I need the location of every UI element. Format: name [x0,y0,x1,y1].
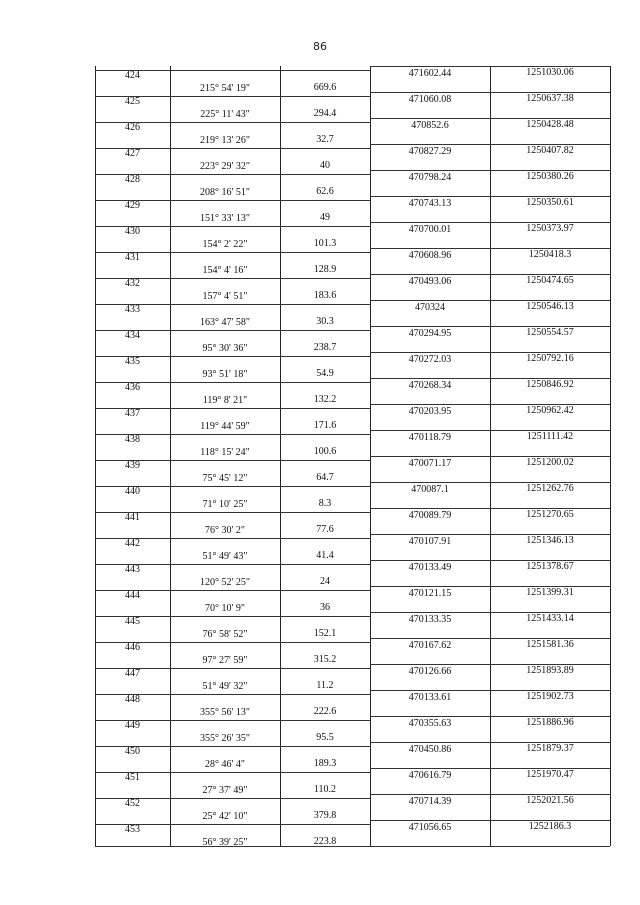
y-coordinate-cell: 1250380.26 [526,171,574,182]
length-cell: 36 [320,602,330,613]
x-coordinate-cell: 470203.95 [408,406,452,417]
y-coordinate-cell: 1250962.42 [526,405,574,416]
length-cell: 101.3 [313,238,337,249]
y-coordinate-cell: 1252186.3 [528,821,572,832]
length-cell: 100.6 [313,446,337,457]
length-cell: 64.7 [316,472,334,483]
page-number: 86 [313,40,327,53]
length-cell: 669.6 [313,82,337,93]
x-coordinate-cell: 470852.6 [411,120,449,131]
bearing-cell: 157° 4' 51" [202,291,248,302]
point-number-cell: 441 [125,512,140,523]
point-number-cell: 429 [125,200,140,211]
point-number-cell: 428 [125,174,140,185]
y-coordinate-cell: 1251111.42 [526,431,574,442]
bearing-cell: 70° 10' 9" [205,603,245,614]
bearing-cell: 27° 37' 49" [202,785,248,796]
length-cell: 54.9 [316,368,334,379]
point-number-cell: 432 [125,278,140,289]
x-coordinate-cell: 471056.65 [408,822,452,833]
bearing-cell: 119° 8' 21" [202,395,248,406]
bearing-cell: 76° 30' 2" [205,525,245,536]
length-cell: 238.7 [313,342,337,353]
x-coordinate-cell: 470827.29 [408,146,452,157]
y-coordinate-cell: 1251346.13 [526,535,574,546]
point-number-cell: 434 [125,330,140,341]
bearing-cell: 215° 54' 19" [200,83,250,94]
y-coordinate-cell: 1251433.14 [526,613,574,624]
x-coordinate-cell: 470118.79 [408,432,452,443]
point-number-cell: 449 [125,720,140,731]
bearing-cell: 93° 51' 18" [202,369,248,380]
point-number-cell: 435 [125,356,140,367]
x-coordinate-cell: 470743.13 [408,198,452,209]
x-coordinate-cell: 470071.17 [408,458,452,469]
coordinate-table [95,66,610,846]
length-cell: 152.1 [313,628,337,639]
point-number-cell: 439 [125,460,140,471]
bearing-cell: 71° 10' 25" [202,499,248,510]
length-cell: 128.9 [313,264,337,275]
length-cell: 294.4 [313,108,337,119]
y-coordinate-cell: 1250792.16 [526,353,574,364]
point-number-cell: 447 [125,668,140,679]
x-coordinate-cell: 470268.34 [408,380,452,391]
bearing-cell: 97° 27' 59" [202,655,248,666]
x-coordinate-cell: 470133.49 [408,562,452,573]
point-number-cell: 431 [125,252,140,263]
table-column-line [610,66,611,846]
y-coordinate-cell: 1250373.97 [526,223,574,234]
table-row-line [370,846,610,847]
length-cell: 49 [320,212,330,223]
x-coordinate-cell: 470133.61 [408,692,452,703]
point-number-cell: 440 [125,486,140,497]
length-cell: 41.4 [316,550,334,561]
length-cell: 24 [320,576,330,587]
bearing-cell: 56° 39' 25" [202,837,248,848]
point-number-cell: 430 [125,226,140,237]
bearing-cell: 151° 33' 13" [200,213,250,224]
point-number-cell: 424 [125,70,140,81]
y-coordinate-cell: 1251378.67 [526,561,574,572]
y-coordinate-cell: 1251030.06 [526,67,574,78]
y-coordinate-cell: 1251886.96 [526,717,574,728]
y-coordinate-cell: 1252021.56 [526,795,574,806]
point-number-cell: 444 [125,590,140,601]
length-cell: 30.3 [316,316,334,327]
point-number-cell: 443 [125,564,140,575]
y-coordinate-cell: 1250418.3 [528,249,572,260]
y-coordinate-cell: 1251200.02 [526,457,574,468]
x-coordinate-cell: 470107.91 [408,536,452,547]
length-cell: 183.6 [313,290,337,301]
bearing-cell: 51° 49' 43" [202,551,248,562]
bearing-cell: 223° 29' 32" [200,161,250,172]
bearing-cell: 225° 11' 43" [200,109,250,120]
length-cell: 171.6 [313,420,337,431]
point-number-cell: 450 [125,746,140,757]
point-number-cell: 453 [125,824,140,835]
length-cell: 8.3 [318,498,332,509]
y-coordinate-cell: 1250474.65 [526,275,574,286]
y-coordinate-cell: 1251970.47 [526,769,574,780]
y-coordinate-cell: 1250846.92 [526,379,574,390]
point-number-cell: 425 [125,96,140,107]
bearing-cell: 75° 45' 12" [202,473,248,484]
point-number-cell: 438 [125,434,140,445]
y-coordinate-cell: 1251399.31 [526,587,574,598]
x-coordinate-cell: 470714.39 [408,796,452,807]
y-coordinate-cell: 1250637.38 [526,93,574,104]
y-coordinate-cell: 1250350.61 [526,197,574,208]
bearing-cell: 51° 49' 32" [202,681,248,692]
bearing-cell: 25° 42' 10" [202,811,248,822]
x-coordinate-cell: 471602.44 [408,68,452,79]
point-number-cell: 426 [125,122,140,133]
x-coordinate-cell: 470126.66 [408,666,452,677]
point-number-cell: 442 [125,538,140,549]
x-coordinate-cell: 470608.96 [408,250,452,261]
x-coordinate-cell: 470087.1 [411,484,449,495]
point-number-cell: 451 [125,772,140,783]
length-cell: 62.6 [316,186,334,197]
length-cell: 132.2 [313,394,337,405]
y-coordinate-cell: 1251902.73 [526,691,574,702]
x-coordinate-cell: 470493.06 [408,276,452,287]
x-coordinate-cell: 470798.24 [408,172,452,183]
point-number-cell: 452 [125,798,140,809]
length-cell: 110.2 [313,784,337,795]
y-coordinate-cell: 1250428.48 [526,119,574,130]
x-coordinate-cell: 470355.63 [408,718,452,729]
bearing-cell: 119° 44' 59" [200,421,250,432]
length-cell: 223.8 [313,836,337,847]
bearing-cell: 208° 16' 51" [200,187,250,198]
x-coordinate-cell: 470089.79 [408,510,452,521]
y-coordinate-cell: 1251270.65 [526,509,574,520]
bearing-cell: 219° 13' 26" [200,135,250,146]
x-coordinate-cell: 471060.08 [408,94,452,105]
bearing-cell: 28° 46' 4" [205,759,245,770]
y-coordinate-cell: 1250407.82 [526,145,574,156]
point-number-cell: 436 [125,382,140,393]
bearing-cell: 154° 4' 16" [202,265,248,276]
y-coordinate-cell: 1250546.13 [526,301,574,312]
point-number-cell: 445 [125,616,140,627]
point-number-cell: 427 [125,148,140,159]
length-cell: 32.7 [316,134,334,145]
bearing-cell: 118° 15' 24" [200,447,250,458]
x-coordinate-cell: 470294.95 [408,328,452,339]
y-coordinate-cell: 1251893.89 [526,665,574,676]
length-cell: 95.5 [316,732,334,743]
x-coordinate-cell: 470324 [415,302,445,313]
x-coordinate-cell: 470272.03 [408,354,452,365]
x-coordinate-cell: 470167.62 [408,640,452,651]
bearing-cell: 163° 47' 58" [200,317,250,328]
x-coordinate-cell: 470450.86 [408,744,452,755]
bearing-cell: 355° 56' 13" [200,707,250,718]
length-cell: 222.6 [313,706,337,717]
length-cell: 189.3 [313,758,337,769]
bearing-cell: 120° 52' 25" [200,577,250,588]
x-coordinate-cell: 470133.35 [408,614,452,625]
y-coordinate-cell: 1251262.76 [526,483,574,494]
length-cell: 315.2 [313,654,337,665]
bearing-cell: 95° 30' 36" [202,343,248,354]
point-number-cell: 433 [125,304,140,315]
y-coordinate-cell: 1251581.36 [526,639,574,650]
length-cell: 379.8 [313,810,337,821]
length-cell: 40 [320,160,330,171]
y-coordinate-cell: 1251879.37 [526,743,574,754]
x-coordinate-cell: 470700.01 [408,224,452,235]
point-number-cell: 448 [125,694,140,705]
bearing-cell: 355° 26' 35" [200,733,250,744]
x-coordinate-cell: 470616.79 [408,770,452,781]
bearing-cell: 76° 58' 52" [202,629,248,640]
point-number-cell: 446 [125,642,140,653]
point-number-cell: 437 [125,408,140,419]
y-coordinate-cell: 1250554.57 [526,327,574,338]
length-cell: 11.2 [316,680,334,691]
x-coordinate-cell: 470121.15 [408,588,452,599]
bearing-cell: 154° 2' 22" [202,239,248,250]
length-cell: 77.6 [316,524,334,535]
